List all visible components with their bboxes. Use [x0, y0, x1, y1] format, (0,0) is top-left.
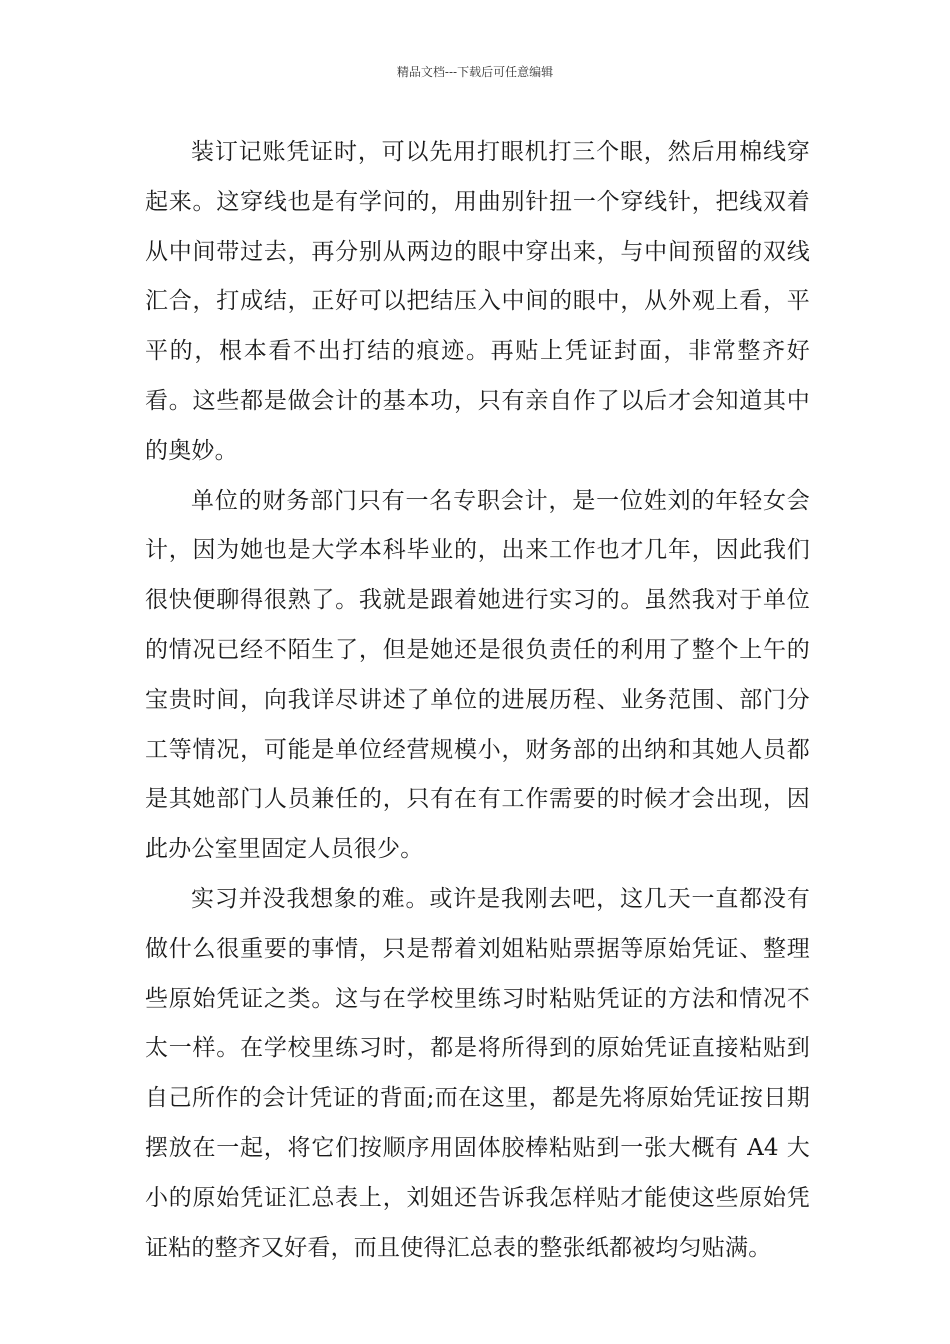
page-header: 精品文档---下载后可任意编辑: [396, 65, 554, 79]
paragraph-3: 实习并没我想象的难。或许是我刚去吧，这几天一直都没有做什么很重要的事情，只是帮着刘姐粘贴票据等原始凭证、整理些原始凭证之类。这与在学校里练习时粘贴凭证的方法和情况不太一样。在学校里练习时，都是将所得到的原始凭证直接粘贴到自己所作的会计凭证的背面;而在这里，都是先将原始凭证按日期摆放在一起，将它们按顺序用固体胶棒粘贴到一张大概有 A4 大小的原始凭证汇总表上，刘姐还告诉我怎样贴才能使这些原始凭证粘的整齐又好看，而且使得汇总表的整张纸都被均匀贴满。: [145, 885, 810, 1261]
paragraph-1: 装订记账凭证时，可以先用打眼机打三个眼，然后用棉线穿起来。这穿线也是有学问的，用曲别针扭一个穿线针，把线双着从中间带过去，再分别从两边的眼中穿出来，与中间预留的双线汇合，打成结，正好可以把结压入中间的眼中，从外观上看，平平的，根本看不出打结的痕迹。再贴上凭证封面，非常整齐好看。这些都是做会计的基本功，只有亲自作了以后才会知道其中的奥妙。: [145, 139, 810, 464]
document-body: [145, 128, 810, 1273]
paragraph-2: 单位的财务部门只有一名专职会计，是一位姓刘的年轻女会计，因为她也是大学本科毕业的，出来工作也才几年，因此我们很快便聊得很熟了。我就是跟着她进行实习的。虽然我对于单位的情况已经不陌生了，但是她还是很负责任的利用了整个上午的宝贵时间，向我详尽讲述了单位的进展历程、业务范围、部门分工等情况，可能是单位经营规模小，财务部的出纳和其她人员都是其她部门人员兼任的，只有在有工作需要的时候才会出现，因此办公室里固定人员很少。: [145, 487, 810, 863]
